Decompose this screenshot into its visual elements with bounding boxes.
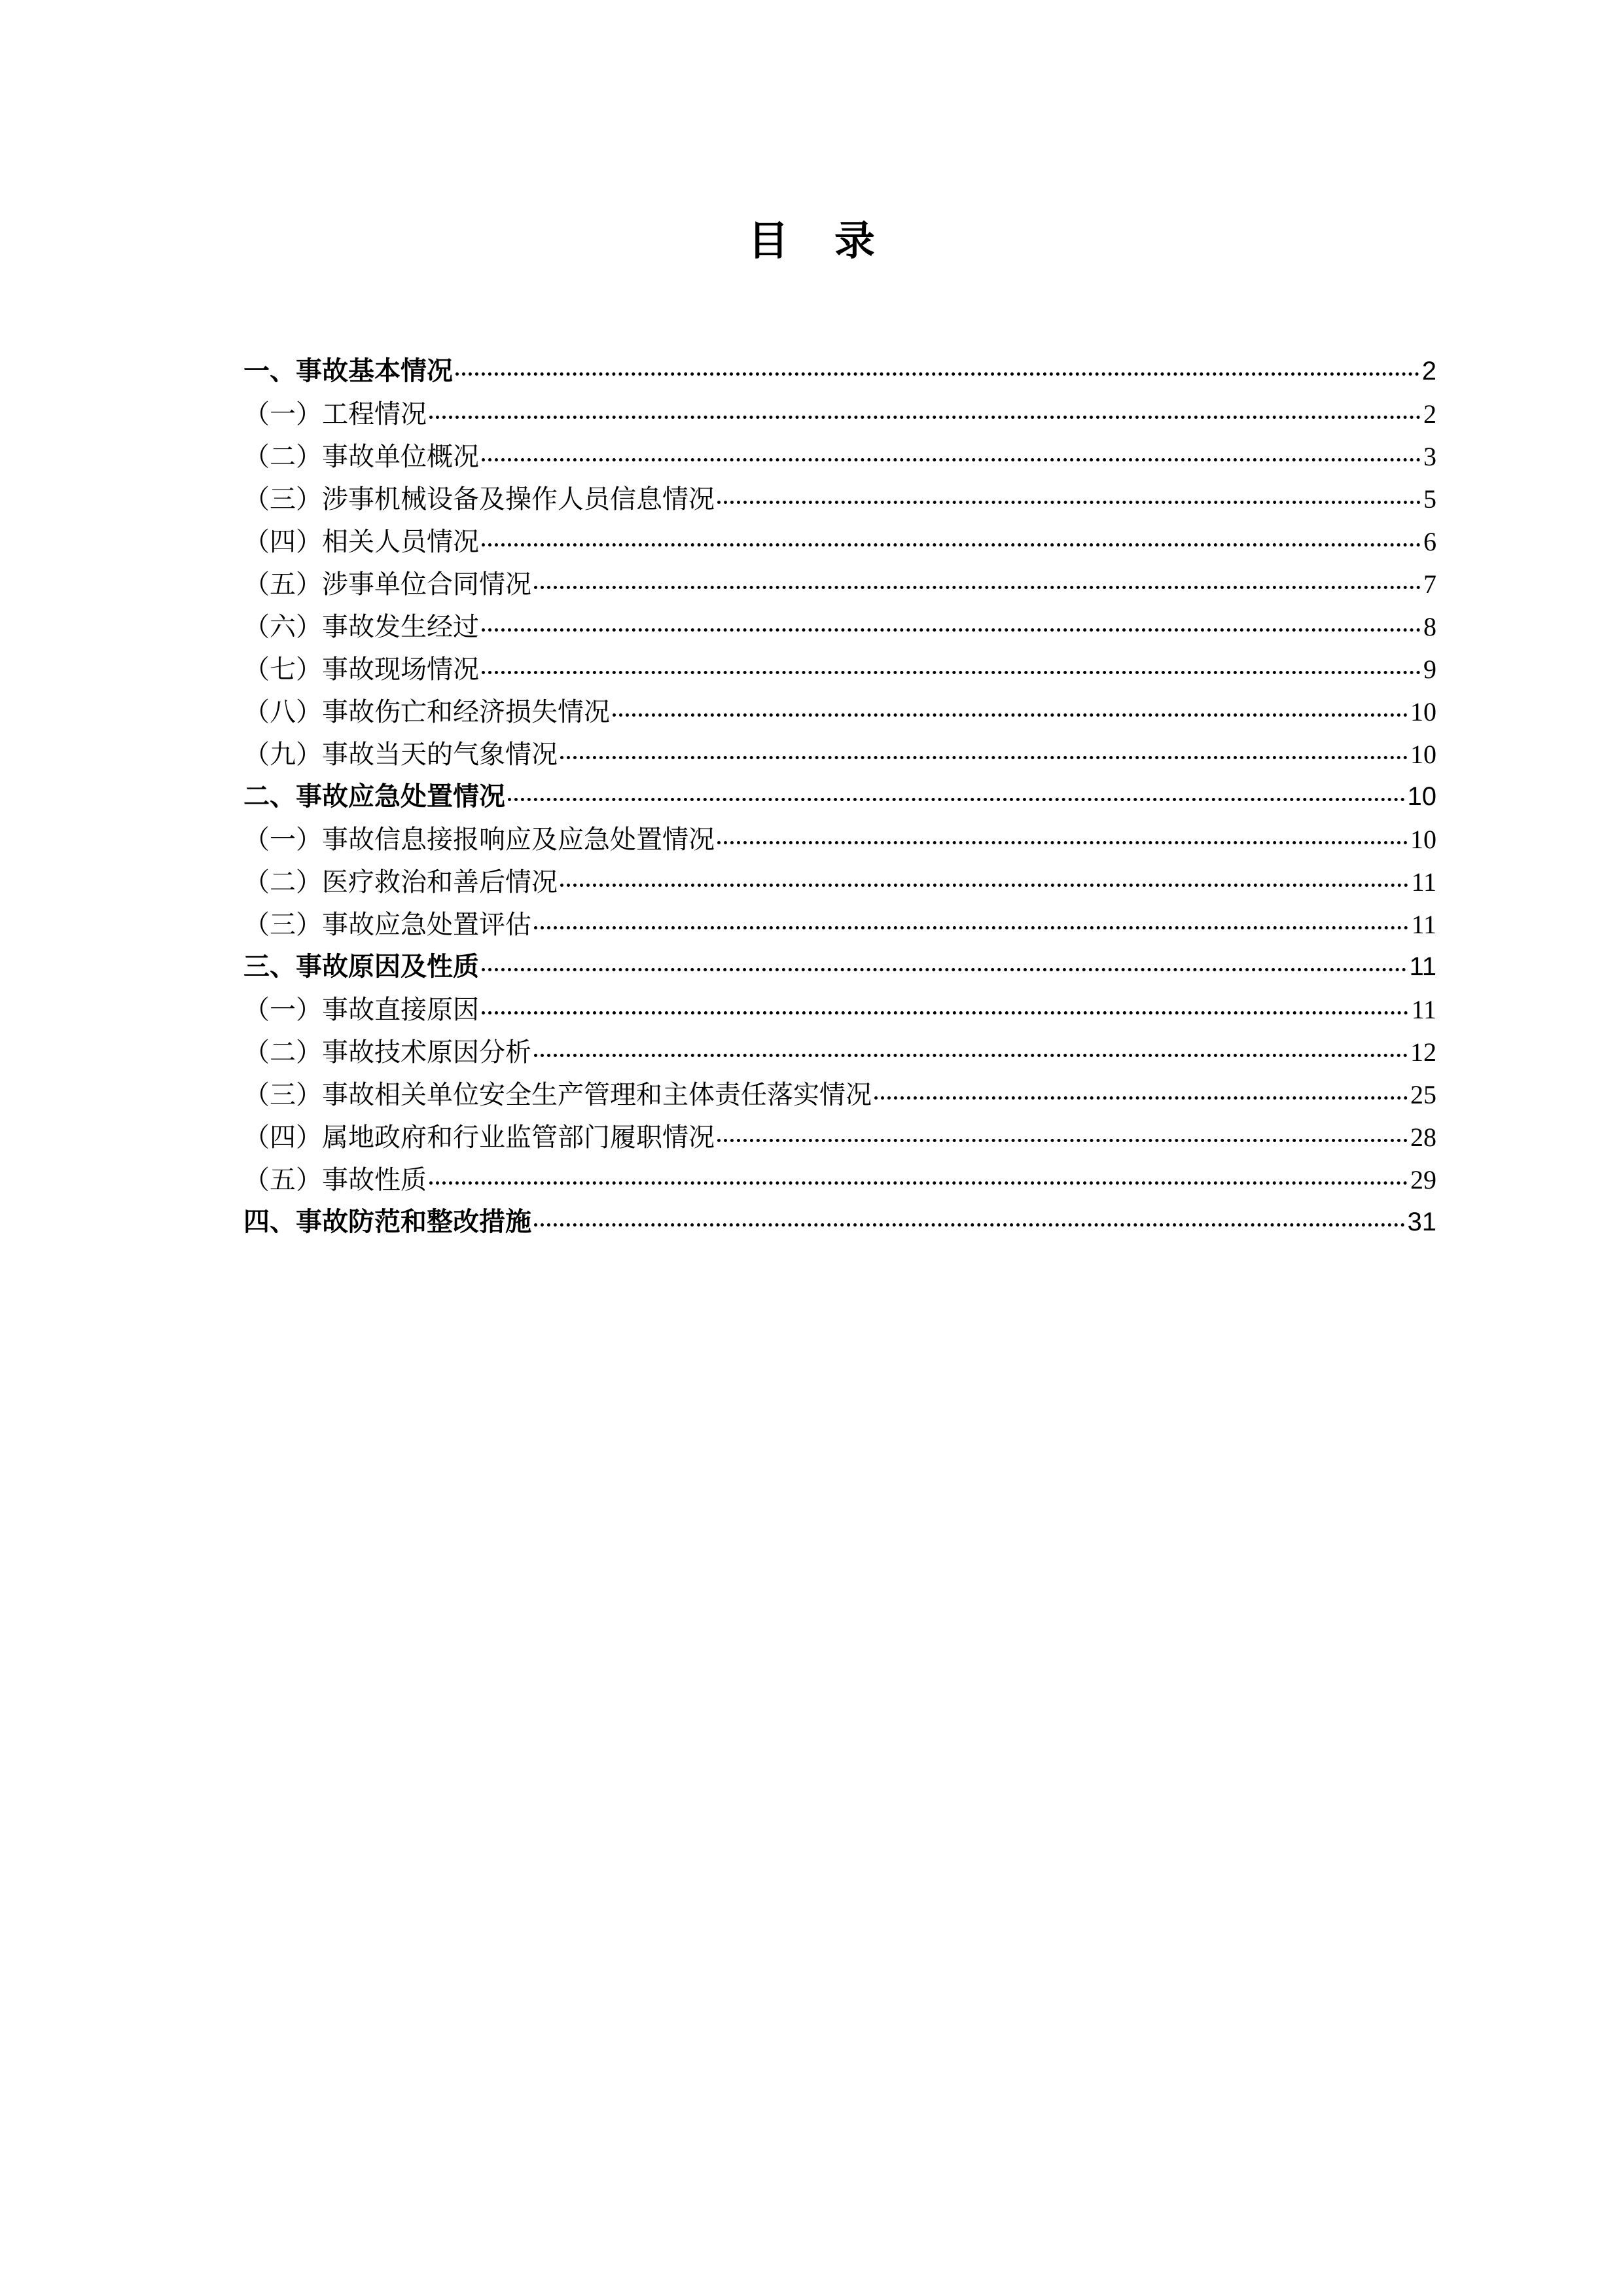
toc-entry[interactable]	[243, 1158, 1436, 1201]
table-of-contents	[243, 350, 1436, 1244]
toc-entry[interactable]	[243, 861, 1436, 903]
dot-leader	[482, 968, 1406, 971]
toc-entry-page: 6	[1423, 527, 1436, 556]
dot-leader	[717, 841, 1408, 844]
dot-leader	[534, 586, 1421, 589]
toc-entry-label: （六）事故发生经过	[243, 612, 479, 642]
toc-entry-page: 28	[1410, 1122, 1436, 1152]
page-title: 目录	[747, 217, 921, 264]
toc-entry[interactable]	[243, 1201, 1436, 1244]
dot-leader	[560, 884, 1408, 887]
dot-leader	[482, 1011, 1408, 1014]
toc-entry[interactable]	[243, 1116, 1436, 1158]
toc-entry-page: 3	[1423, 442, 1436, 471]
toc-entry-label: （二）事故技术原因分析	[243, 1037, 531, 1067]
toc-entry[interactable]	[243, 988, 1436, 1031]
toc-entry-label: （三）事故应急处置评估	[243, 910, 531, 940]
toc-entry-label: 三、事故原因及性质	[243, 952, 479, 982]
toc-entry-label: （三）涉事机械设备及操作人员信息情况	[243, 484, 715, 514]
toc-entry[interactable]	[243, 691, 1436, 733]
toc-entry-page: 29	[1410, 1165, 1436, 1194]
toc-entry[interactable]	[243, 393, 1436, 435]
dot-leader	[874, 1096, 1408, 1100]
toc-entry-page: 12	[1410, 1037, 1436, 1067]
dot-leader	[429, 416, 1421, 419]
toc-entry-label: 四、事故防范和整改措施	[243, 1207, 531, 1237]
toc-entry-page: 31	[1407, 1208, 1436, 1236]
toc-entry[interactable]	[243, 520, 1436, 563]
toc-entry-page: 10	[1407, 782, 1436, 811]
toc-entry[interactable]	[243, 903, 1436, 946]
dot-leader	[717, 1139, 1408, 1142]
toc-entry-label: （四）属地政府和行业监管部门履职情况	[243, 1122, 715, 1153]
toc-entry-label: （二）事故单位概况	[243, 442, 479, 472]
toc-entry-label: （九）事故当天的气象情况	[243, 740, 558, 770]
toc-entry[interactable]	[243, 946, 1436, 988]
toc-entry-label: （一）事故直接原因	[243, 995, 479, 1025]
dot-leader	[534, 1223, 1405, 1227]
toc-entry-page: 5	[1423, 484, 1436, 514]
toc-entry-page: 9	[1423, 655, 1436, 684]
dot-leader	[482, 458, 1421, 461]
toc-entry-label: （二）医疗救治和善后情况	[243, 867, 558, 897]
dot-leader	[455, 372, 1419, 376]
toc-entry[interactable]	[243, 648, 1436, 691]
toc-entry-page: 7	[1423, 569, 1436, 599]
toc-entry[interactable]	[243, 1031, 1436, 1073]
dot-leader	[560, 756, 1408, 759]
toc-entry-page: 2	[1421, 357, 1436, 386]
toc-entry-page: 11	[1409, 952, 1436, 981]
dot-leader	[508, 798, 1405, 801]
toc-entry-page: 8	[1423, 612, 1436, 641]
toc-entry-label: （五）涉事单位合同情况	[243, 569, 531, 600]
dot-leader	[429, 1181, 1408, 1185]
toc-entry[interactable]	[243, 478, 1436, 520]
toc-entry-label: （七）事故现场情况	[243, 655, 479, 685]
toc-entry-label: （一）事故信息接报响应及应急处置情况	[243, 825, 715, 855]
dot-leader	[717, 501, 1421, 504]
toc-entry-label: （三）事故相关单位安全生产管理和主体责任落实情况	[243, 1080, 872, 1110]
dot-leader	[613, 713, 1408, 717]
dot-leader	[482, 543, 1421, 547]
toc-entry-label: （八）事故伤亡和经济损失情况	[243, 697, 610, 727]
dot-leader	[482, 628, 1421, 632]
toc-entry-label: （五）事故性质	[243, 1165, 427, 1195]
dot-leader	[482, 671, 1421, 674]
toc-entry[interactable]	[243, 563, 1436, 605]
toc-entry-page: 10	[1410, 697, 1436, 726]
toc-entry[interactable]	[243, 350, 1436, 393]
toc-entry[interactable]	[243, 818, 1436, 861]
toc-entry-page: 10	[1410, 740, 1436, 769]
toc-entry-page: 10	[1410, 825, 1436, 854]
toc-entry-label: 一、事故基本情况	[243, 356, 453, 386]
dot-leader	[534, 926, 1408, 929]
toc-entry[interactable]	[243, 605, 1436, 648]
dot-leader	[534, 1054, 1408, 1057]
toc-entry[interactable]	[243, 1073, 1436, 1116]
toc-entry-label: （四）相关人员情况	[243, 527, 479, 557]
toc-entry[interactable]	[243, 776, 1436, 818]
toc-entry[interactable]	[243, 435, 1436, 478]
toc-entry-label: （一）工程情况	[243, 399, 427, 429]
toc-entry[interactable]	[243, 733, 1436, 776]
toc-entry-page: 11	[1411, 910, 1436, 939]
toc-entry-page: 2	[1423, 399, 1436, 429]
toc-entry-label: 二、事故应急处置情况	[243, 781, 505, 812]
toc-entry-page: 11	[1411, 995, 1436, 1024]
toc-entry-page: 11	[1411, 867, 1436, 897]
toc-entry-page: 25	[1410, 1080, 1436, 1109]
